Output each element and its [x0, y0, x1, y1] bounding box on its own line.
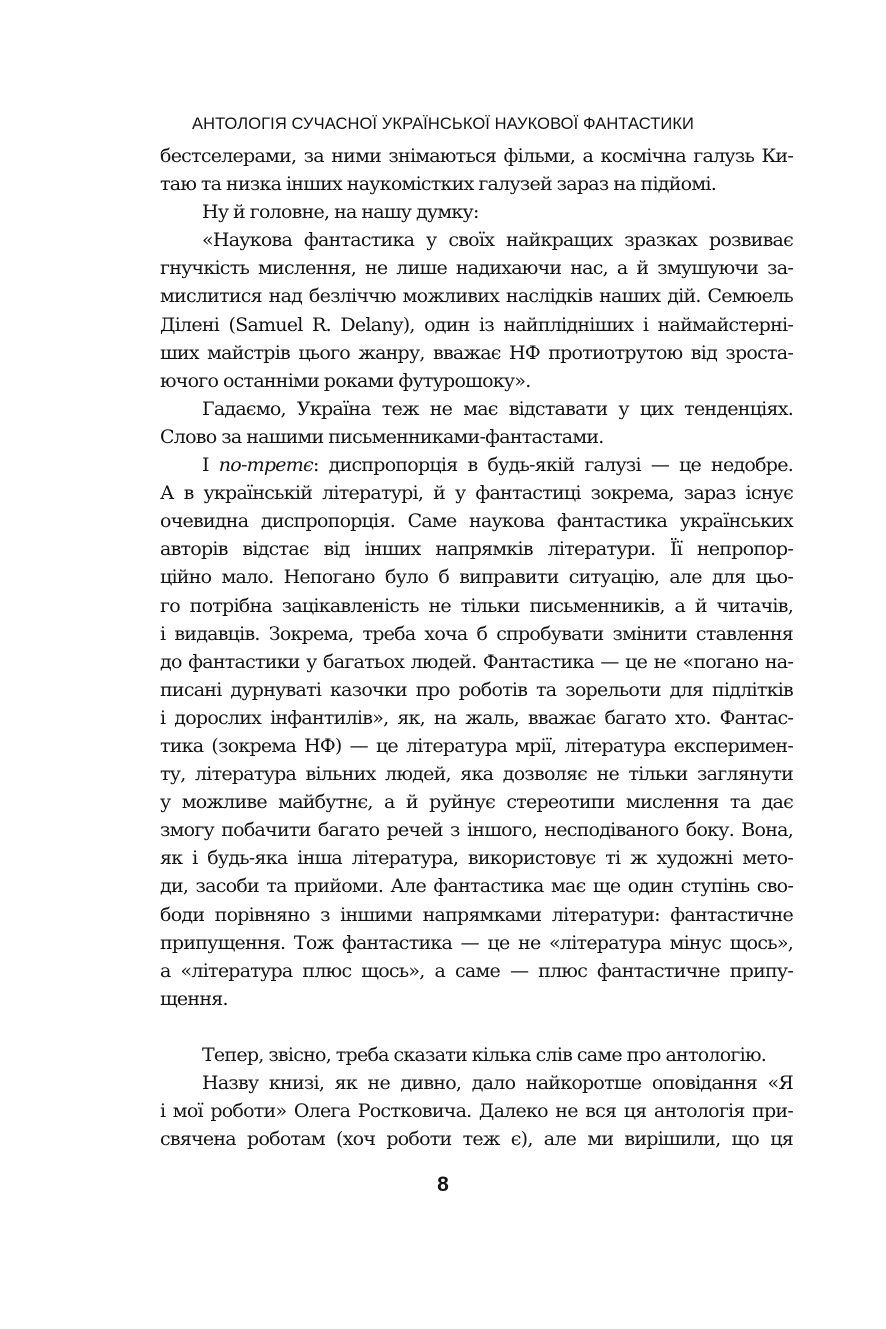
text-line: і видавців. Зокрема, треба хоча б спробувати змінити ставлення: [160, 622, 793, 645]
text-line: щення.: [160, 987, 228, 1010]
text-line: ту, література вільних людей, яка дозволяє не тільки заглянути: [160, 763, 793, 786]
page-number: 8: [437, 1173, 449, 1196]
text-line: ших майстрів цього жанру, вважає НФ протиотрутою від зроста-: [160, 341, 793, 364]
text-line: свячена роботам (хоч роботи теж є), але ми вирішили, що ця: [160, 1128, 793, 1151]
text-line: як і будь-яка інша література, використовує ті ж художні мето-: [160, 847, 793, 870]
text-line: Назву книзі, як не дивно, дало найкоротше оповідання «Я: [202, 1072, 793, 1095]
text-line: ційно мало. Непогано було б виправити ситуацію, але для цьо-: [160, 566, 793, 589]
text-line: «Наукова фантастика у своїх найкращих зразках розвиває: [202, 229, 793, 252]
page-body-text: [160, 142, 793, 1153]
text-line: Слово за нашими письменниками-фантастами.: [160, 425, 604, 448]
text-line: Тепер, звісно, треба сказати кілька слів саме про антологію.: [202, 1044, 767, 1066]
text-line: го потрібна зацікавленість не тільки письменників, а й читачів,: [160, 594, 793, 617]
text-line: тика (зокрема НФ) — це література мрії, література експеримен-: [160, 734, 793, 757]
text-line: змогу побачити багато речей з іншого, несподіваного боку. Вона,: [160, 819, 793, 842]
text-line: припущення. Тож фантастика — це не «література мінус щось»,: [160, 931, 793, 954]
text-line: Ділені (Samuel R. Delany), один із найплідніших і наймайстерні-: [160, 313, 793, 336]
text-line: Гадаємо, Україна теж не має відставати у цих тенденціях.: [202, 397, 793, 420]
text-line: боди порівняно з іншими напрямками літератури: фантастичне: [160, 903, 793, 926]
text-line: бестселерами, за ними знімаються фільми, а космічна галузь Ки-: [160, 145, 793, 167]
text-line: і дорослих інфантилів», як, на жаль, вважає багато хто. Фантас-: [160, 706, 793, 729]
text-line: а «література плюс щось», а саме — плюс фантастичне припу-: [160, 959, 793, 982]
text-line: ди, засоби та прийоми. Але фантастика має ще один ступінь сво-: [160, 875, 793, 898]
text-line: до фантастики у багатьох людей. Фантастика — це не «погано на-: [160, 650, 793, 673]
text-line: А в українській літературі, й у фантастиці зокрема, зараз існує: [160, 482, 793, 505]
text-line: писані дурнуваті казочки про роботів та зорельоти для підлітків: [160, 678, 793, 701]
text-line: і мої роботи» Олега Ростковича. Далеко не вся ця антологія при-: [160, 1100, 793, 1123]
text-line: авторів відстає від інших напрямків літератури. Її непропор-: [160, 538, 793, 561]
text-line: очевидна диспропорція. Саме наукова фантастика українських: [160, 510, 793, 533]
text-line: [160, 451, 793, 479]
italic-emphasis: по-третє: [218, 454, 313, 477]
text-line: мислитися над безліччю можливих наслідків наших дій. Семюель: [160, 285, 793, 308]
text-line: гнучкість мислення, не лише надихаючи нас, а й змушуючи за-: [160, 257, 793, 280]
text-fragment: І: [202, 454, 219, 477]
text-line: Ну й головне, на нашу думку:: [202, 201, 479, 224]
text-line: у можливе майбутнє, а й руйнує стереотипи мислення та дає: [160, 791, 793, 814]
text-line: таю та низка інших наукомістких галузей зараз на підйомі.: [160, 173, 716, 196]
text-line: ючого останніми роками футурошоку».: [160, 369, 531, 392]
running-header: АНТОЛОГІЯ СУЧАСНОЇ УКРАЇНСЬКОЇ НАУКОВОЇ ФАНТАСТИКИ: [191, 115, 695, 133]
text-fragment: : диспропорція в будь-якій галузі — це недобре.: [312, 454, 793, 477]
section-gap: [160, 1013, 793, 1041]
